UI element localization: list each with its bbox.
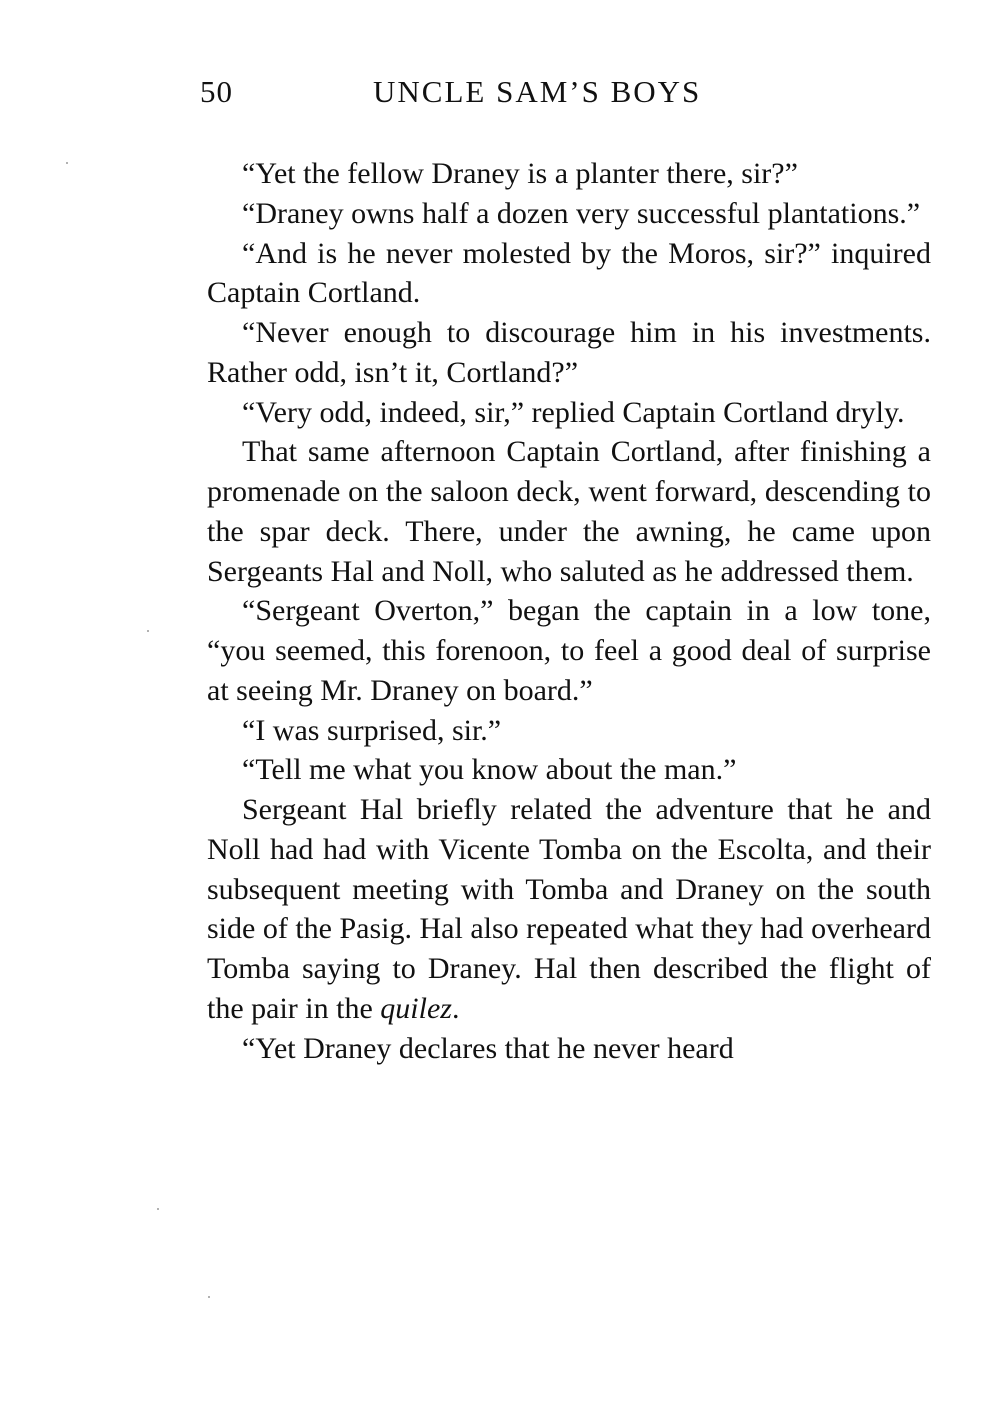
running-head [200,74,930,114]
paragraph-5: “Very odd, indeed, sir,” replied Captain Cortland dryly. [242,395,905,429]
paragraph-10-text: Sergeant Hal briefly related the adventure that he and Noll had had with Vicente Tomba on the Escolta, and their subsequent meeting with Tomba and Draney on the south side of the Pasig. Hal also repeated what they had overheard Tomba saying to Draney. Hal then described the flight of the pair in the [207,793,931,1025]
paragraph-8: “I was surprised, sir.” [242,713,502,747]
paragraph-11: “Yet Draney declares that he never heard [242,1031,734,1065]
scan-speck [66,162,68,164]
paragraph-4: “Never enough to discourage him in his investments. Rather odd, isn’t it, Cortland?” [207,316,931,389]
page-number: 50 [200,74,233,109]
paragraph-10 [207,790,931,1029]
scan-speck [208,1296,210,1298]
paragraph-2: “Draney owns half a dozen very successful plantations.” [242,196,921,230]
running-title: UNCLE SAM’S BOYS [373,74,702,109]
paragraph-1: “Yet the fellow Draney is a planter there, sir?” [242,157,798,190]
scan-speck [157,1208,159,1210]
paragraph-6: That same afternoon Captain Cortland, after finishing a promenade on the saloon deck, went forward, descending to the spar deck. There, under the awning, he came upon Sergeants Hal and Noll, who saluted as he addressed them. [207,435,931,588]
paragraph-10-end: . [451,991,460,1025]
paragraph-3: “And is he never molested by the Moros, sir?” inquired Captain Cortland. [207,236,931,310]
paragraph-7: “Sergeant Overton,” began the captain in a low tone, “you seemed, this forenoon, to feel a good deal of surprise at seeing Mr. Draney on board.” [207,594,931,707]
italic-term: quilez [380,991,452,1025]
scan-speck [147,630,149,632]
body-text [207,154,931,1068]
paragraph-9: “Tell me what you know about the man.” [242,753,737,787]
